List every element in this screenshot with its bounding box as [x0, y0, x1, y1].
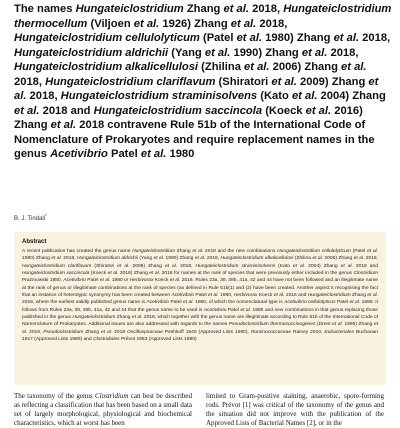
- italic-text-run: et al.: [332, 322, 343, 328]
- text-run: 2004) Zhang: [305, 263, 341, 269]
- text-run: Patel: [107, 148, 141, 160]
- text-run: (Patel: [350, 249, 368, 254]
- text-run: (Yang: [137, 256, 154, 262]
- text-run: 1980) Zhang: [262, 32, 334, 44]
- italic-text-run: et al.: [131, 315, 143, 321]
- italic-text-run: Hungateiclostridium cellulolyticum: [277, 249, 351, 254]
- text-run: 2018,: [26, 90, 61, 102]
- italic-text-run: Hungateiclostridium aldrichii: [76, 256, 138, 262]
- text-run: 2018, where the earliest validly published genus name is: [22, 300, 147, 306]
- text-run: Patel: [194, 293, 208, 299]
- italic-text-run: Acetivibrio: [63, 278, 86, 284]
- italic-text-run: et al.: [341, 61, 367, 73]
- text-run: 2018,: [249, 3, 284, 15]
- text-run: Patel: [85, 278, 100, 284]
- text-run: 2018,: [327, 46, 359, 59]
- text-run: 2004) Zhang: [317, 90, 386, 102]
- italic-text-run: et al.: [140, 148, 167, 160]
- text-run: 2018 and: [39, 104, 94, 117]
- text-run: 2016 and: [284, 293, 308, 299]
- text-run: Prévot 1953 (Approved Lists 1980): [119, 337, 197, 343]
- abstract-text: [22, 248, 378, 343]
- text-run: 1926) Zhang: [159, 17, 231, 30]
- text-run: 1990) Zhang: [230, 46, 302, 59]
- text-run: limited to Gram-positive staining, anaerobic, spore-forming rods. Prévot [1] was critical of the taxonomy of the genus and the situation did not improve with the publication of the Approved Lists of Bacterial Names [2], or in the: [206, 392, 384, 427]
- author-name: B. J. Tindall: [14, 216, 46, 222]
- italic-text-run: Hungateiclostridium: [132, 249, 176, 254]
- italic-text-run: et al.: [14, 75, 379, 102]
- italic-text-run: et al.: [192, 249, 204, 254]
- text-run: (Yang: [168, 46, 205, 59]
- italic-text-run: Hungateiclostridium straminisolvens: [195, 263, 276, 269]
- italic-text-run: et al.: [301, 46, 328, 59]
- text-run: (Koeck: [89, 271, 108, 277]
- italic-text-run: Eubacteriales: [324, 329, 355, 335]
- italic-text-run: et al.: [292, 263, 306, 269]
- text-run: 1995) Zhang: [342, 322, 374, 328]
- italic-text-run: et al.: [51, 256, 62, 262]
- italic-text-run: et al.: [101, 329, 113, 335]
- italic-text-run: et al.: [305, 104, 332, 117]
- text-run: Zhang: [350, 293, 368, 299]
- italic-text-run: et al.: [164, 263, 178, 269]
- text-run: 1980, of which the nomenclatural type is: [193, 300, 285, 306]
- italic-text-run: et al.: [312, 256, 324, 262]
- text-run: 2018,: [364, 256, 379, 262]
- italic-text-run: Acetivibrio: [171, 293, 195, 299]
- text-run: 1980) Zhang: [22, 256, 52, 262]
- italic-text-run: Ruminococcaceae: [250, 329, 292, 335]
- italic-text-run: Acetivibrio: [146, 300, 170, 306]
- text-run: Koeck: [257, 293, 274, 299]
- text-run: Koeck: [153, 278, 170, 284]
- italic-text-run: et al.: [117, 263, 130, 269]
- text-run: Zhang: [183, 3, 224, 15]
- text-run: 2018,: [61, 256, 77, 262]
- text-run: Peshkoff 1940 (Approved Lists 1980),: [162, 329, 251, 335]
- italic-text-run: et al.: [14, 104, 40, 117]
- italic-text-run: Herbivorax: [233, 293, 258, 299]
- text-run: 2018,: [27, 329, 44, 335]
- italic-text-run: et al.: [107, 271, 119, 277]
- italic-text-run: et al.: [271, 75, 297, 88]
- italic-text-run: et al.: [367, 249, 379, 254]
- text-run: 2018 contravene Rule 51b of the International Code of Nomenclature of Prokaryotes and require replacement names in the genus: [14, 119, 375, 160]
- text-run: 2018,: [359, 32, 391, 44]
- text-run: 1980. It follows from Rules 23a, 38, 39b, 41a, 42 and 44 that the genus name to be used is: [22, 300, 379, 313]
- italic-text-run: et al.: [22, 322, 378, 335]
- italic-text-run: et al.: [244, 61, 270, 73]
- text-run: 1980,: [218, 293, 234, 299]
- text-run: (Shiratori: [215, 75, 272, 88]
- italic-text-run: Hungateiclostridium cellulolyticum: [14, 32, 200, 44]
- text-run: 2018, which together with the genus name are illegitimate according to Rule 51b of the International Code of Nomenclature of Prokaryotes. Additional issues are also addressed with regards to the names: [22, 315, 378, 328]
- italic-text-run: Clostridium: [353, 271, 378, 277]
- text-run: 1980 or: [110, 278, 130, 284]
- italic-text-run: Hungateiclostridium straminisolvens: [60, 90, 258, 102]
- text-run: Patel: [226, 307, 241, 313]
- italic-text-run: et al.: [223, 3, 249, 15]
- text-run: Patel: [335, 300, 350, 306]
- italic-text-run: Hungateiclostridium: [307, 293, 351, 299]
- italic-text-run: Hungateiclostridium alkalicellulosi: [14, 61, 199, 73]
- italic-text-run: et al.: [50, 119, 77, 131]
- text-run: Zhang: [83, 329, 102, 335]
- italic-text-run: Pseudoclostridium: [43, 329, 84, 335]
- abstract-box: [14, 232, 386, 385]
- italic-text-run: et al.: [333, 32, 360, 44]
- abstract-heading: Abstract: [22, 239, 47, 245]
- text-run: 2018 and the new combinations: [203, 249, 278, 254]
- text-run: 1990) Zhang: [164, 256, 195, 262]
- italic-text-run: et al.: [367, 293, 378, 299]
- text-run: (Kato: [257, 90, 292, 102]
- text-run: (Patel: [199, 32, 237, 44]
- text-run: 2018 and: [352, 263, 378, 269]
- italic-text-run: Acetivibrio: [50, 148, 108, 160]
- italic-text-run: Acetivibrio: [203, 307, 227, 313]
- text-run: can best be described as reflecting a classification that has been based on a small data set of largely morphological, physiological and biochemical characteristics, which at worst has been: [14, 392, 192, 427]
- text-run: (Koeck: [262, 104, 306, 117]
- text-run: 2018: [112, 329, 127, 335]
- italic-text-run: et al.: [169, 278, 181, 284]
- italic-text-run: et al.: [273, 293, 285, 299]
- italic-text-run: et al.: [208, 293, 219, 299]
- italic-text-run: et al.: [291, 90, 318, 102]
- text-run: 2018,: [205, 256, 221, 262]
- italic-text-run: Hungateiclostridium: [75, 3, 184, 15]
- italic-text-run: et al.: [240, 307, 252, 313]
- italic-text-run: Hungateiclostridium clariflavum: [22, 263, 92, 269]
- text-run: Prazmowski 1880,: [22, 278, 64, 284]
- italic-text-run: et al.: [153, 256, 165, 262]
- text-run: 2018,: [256, 17, 288, 30]
- body-column-left: [14, 392, 192, 428]
- article-title: [14, 2, 392, 162]
- text-run: 1980 and new combinations in that genus replacing those published in the genus: [22, 307, 378, 321]
- italic-text-run: Hungateiclostridium aldrichii: [14, 46, 169, 59]
- italic-text-run: Hungateiclostridium saccincola: [22, 271, 90, 277]
- italic-text-run: Clostridiales: [92, 337, 120, 343]
- text-run: 2006) Zhang: [323, 256, 354, 262]
- italic-text-run: Hungateiclostridium: [72, 315, 116, 321]
- italic-text-run: Hungateiclostridium thermocellum: [14, 3, 392, 30]
- italic-text-run: et al.: [204, 46, 231, 59]
- author-line: [14, 213, 47, 222]
- text-run: Buchanan 1917 (Approved Lists 1980) and: [22, 329, 378, 343]
- italic-text-run: Hungateiclostridium saccincola: [93, 104, 263, 117]
- text-run: A recent publication has created the genus name: [22, 249, 133, 254]
- author-affiliation-mark: *: [45, 213, 47, 218]
- text-run: 1980: [166, 148, 195, 160]
- italic-text-run: Hungateiclostridium alkalicellulosi: [220, 256, 294, 262]
- italic-text-run: et al.: [353, 256, 365, 262]
- text-run: 2018 for names at the rank of species that were previously either included in the genus: [160, 271, 354, 277]
- text-run: Rainey 2010,: [291, 329, 325, 335]
- text-run: Zhang: [175, 249, 193, 254]
- text-run: Zhang: [115, 315, 132, 321]
- italic-text-run: et al.: [236, 32, 263, 44]
- text-run: (Kato: [275, 263, 293, 269]
- italic-text-run: Acetivibrio cellulolyticus: [284, 300, 336, 306]
- italic-text-run: et al.: [149, 271, 161, 277]
- text-run: (Viljoen: [87, 17, 134, 30]
- text-run: 2016) Zhang: [118, 271, 150, 277]
- text-run: (Zhilina: [293, 256, 313, 262]
- italic-text-run: et al.: [230, 17, 257, 30]
- italic-text-run: et al.: [133, 17, 160, 30]
- text-run: 2018,: [177, 263, 196, 269]
- text-run: The names: [14, 3, 76, 15]
- italic-text-run: et al.: [99, 278, 111, 284]
- text-run: 2016. Rules 23a, 38, 39b, 41a, 42 and 44 have not been followed and an illegitimate name at the rank of genus or illegitimate combinations at the rank of species (as defined in Rule 51b(1) and (2) have been created. Another aspect it recognising the fact that an instance of heterotypic synonymy has been created between: [22, 278, 378, 299]
- text-run: 2016) Zhang: [14, 104, 363, 131]
- text-run: (Drent: [315, 322, 333, 328]
- text-run: (Zhilina: [198, 61, 245, 73]
- text-run: 2018,: [14, 75, 46, 88]
- italic-text-run: et al.: [349, 300, 361, 306]
- text-run: 2009) Zhang: [129, 263, 165, 269]
- body-column-right: [206, 392, 384, 428]
- text-run: The taxonomy of the genus: [14, 392, 95, 400]
- italic-text-run: Clostridium: [95, 392, 129, 400]
- italic-text-run: et al.: [340, 263, 353, 269]
- text-run: 2009) Zhang: [296, 75, 369, 88]
- text-run: 2006) Zhang: [269, 61, 342, 73]
- italic-text-run: Herbivorax: [129, 278, 154, 284]
- italic-text-run: et al.: [183, 300, 194, 306]
- text-run: (Shiratori: [91, 263, 118, 269]
- italic-text-run: Hungateiclostridium clariflavum: [45, 75, 216, 88]
- italic-text-run: et al.: [194, 256, 206, 262]
- italic-text-run: Oscillospiraceae: [126, 329, 163, 335]
- italic-text-run: Pseudoclostridium thermosuccinogenes: [228, 322, 316, 328]
- text-run: Patel: [169, 300, 184, 306]
